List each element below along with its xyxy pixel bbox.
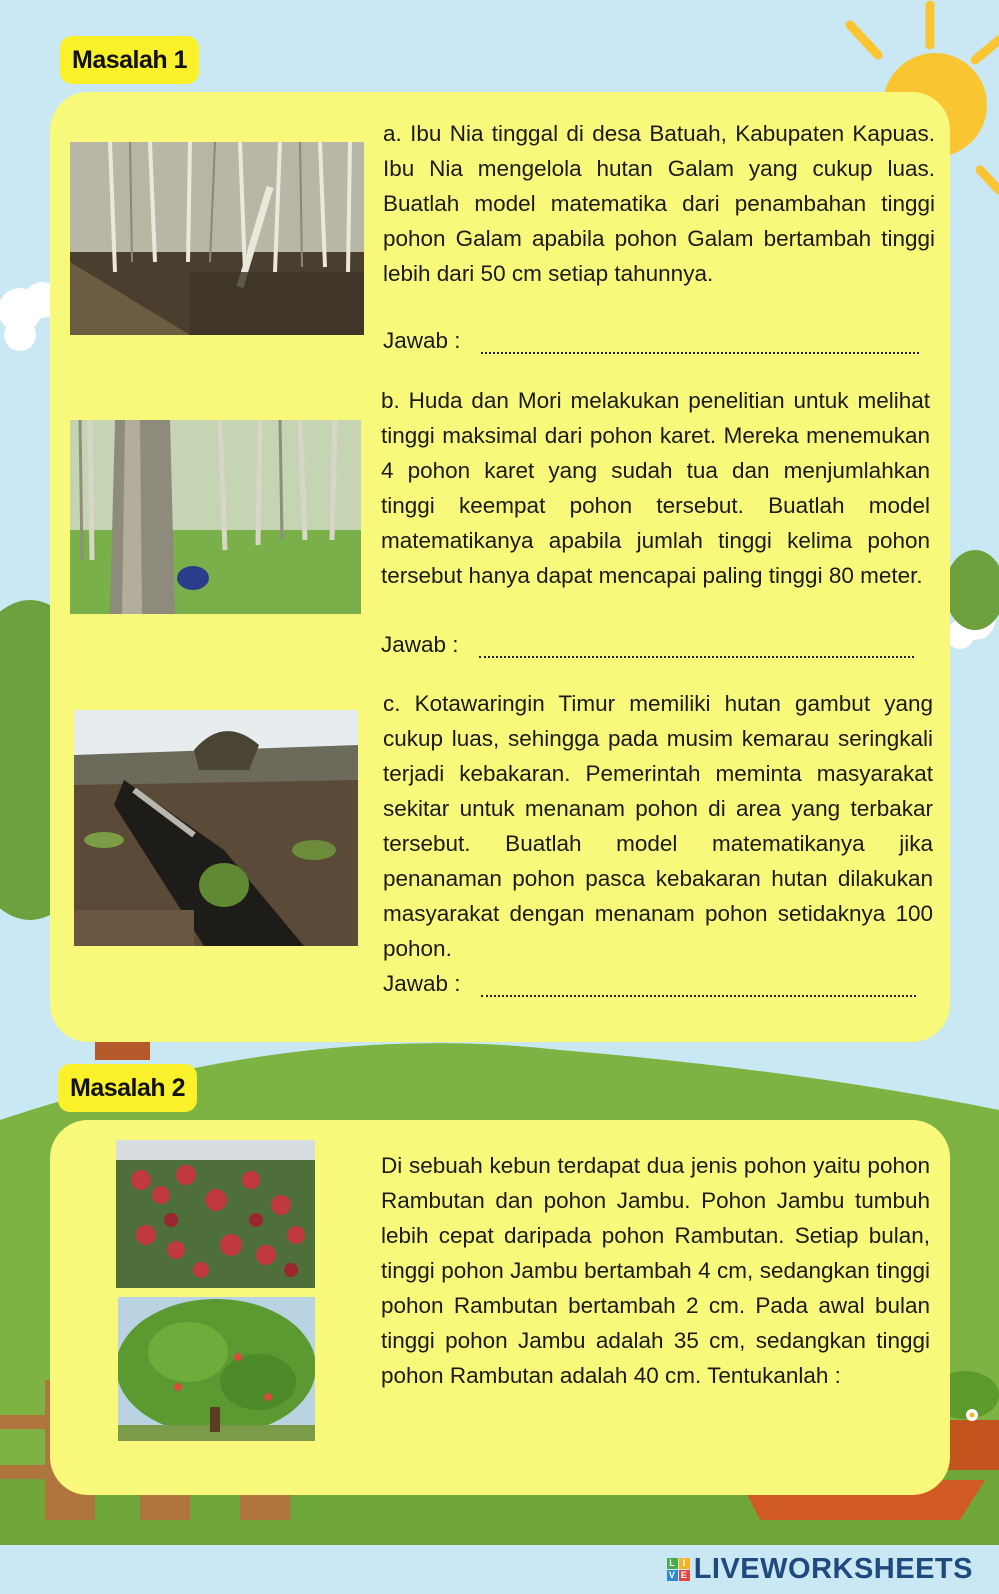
masalah-1-tag	[60, 36, 199, 84]
masalah-2-title: Masalah 2	[70, 1074, 186, 1102]
answer-a-label: Jawab :	[383, 328, 461, 353]
liveworksheets-wordmark: LIVEWORKSHEETS	[693, 1553, 973, 1585]
rubber-tree-photo	[70, 420, 361, 614]
masalah-1-text-a: a. Ibu Nia tinggal di desa Batuah, Kabupaten Kapuas. Ibu Nia mengelola hutan Galam yang cukup luas. Buatlah model matematika dari penambahan tinggi pohon Galam apabila pohon Galam bertambah tinggi lebih dari 50 cm setiap tahunnya.	[383, 121, 935, 286]
answer-c-label: Jawab :	[383, 971, 461, 996]
answer-b-input[interactable]	[479, 656, 914, 658]
answer-b	[381, 630, 914, 660]
burned-peatland-photo	[74, 710, 358, 946]
masalah-2-text: Di sebuah kebun terdapat dua jenis pohon yaitu pohon Rambutan dan pohon Jambu. Pohon Jambu tumbuh lebih cepat daripada pohon Rambutan. Setiap bulan, tinggi pohon Jambu bertambah 4 cm, sedangkan tinggi pohon Rambutan bertambah 2 cm. Pada awal bulan tinggi pohon Jambu adalah 35 cm, sedangkan tinggi pohon Rambutan adalah 40 cm. Tentukanlah :	[381, 1153, 930, 1388]
masalah-2-tag	[58, 1064, 197, 1112]
liveworksheets-logo	[667, 1553, 973, 1586]
answer-b-label: Jawab :	[381, 632, 459, 657]
swamp-forest-photo	[70, 142, 364, 335]
answer-a	[383, 326, 919, 356]
liveworksheets-logo-icon: L I V E	[667, 1558, 690, 1581]
answer-c-input[interactable]	[481, 995, 916, 997]
jambu-tree-photo	[118, 1297, 315, 1441]
masalah-1-title: Masalah 1	[72, 46, 188, 74]
answer-a-input[interactable]	[481, 352, 919, 354]
rambutan-tree-photo	[116, 1140, 315, 1288]
masalah-1-text-b: b. Huda dan Mori melakukan penelitian untuk melihat tinggi maksimal dari pohon karet. Mereka menemukan 4 pohon karet yang sudah tua dan menjumlahkan tinggi keempat pohon tersebut. Buatlah model matematikanya apabila jumlah tinggi kelima pohon tersebut hanya dapat mencapai paling tinggi 80 meter.	[381, 388, 930, 588]
answer-c	[383, 969, 916, 999]
masalah-1-text-c: c. Kotawaringin Timur memiliki hutan gambut yang cukup luas, sehingga pada musim kemarau seringkali terjadi kebakaran. Pemerintah meminta masyarakat sekitar untuk menanam pohon di area yang terbakar tersebut. Buatlah model matematikanya jika penanaman pohon pasca kebakaran hutan dilakukan masyarakat dengan menanam pohon setidaknya 100 pohon.	[383, 691, 933, 961]
